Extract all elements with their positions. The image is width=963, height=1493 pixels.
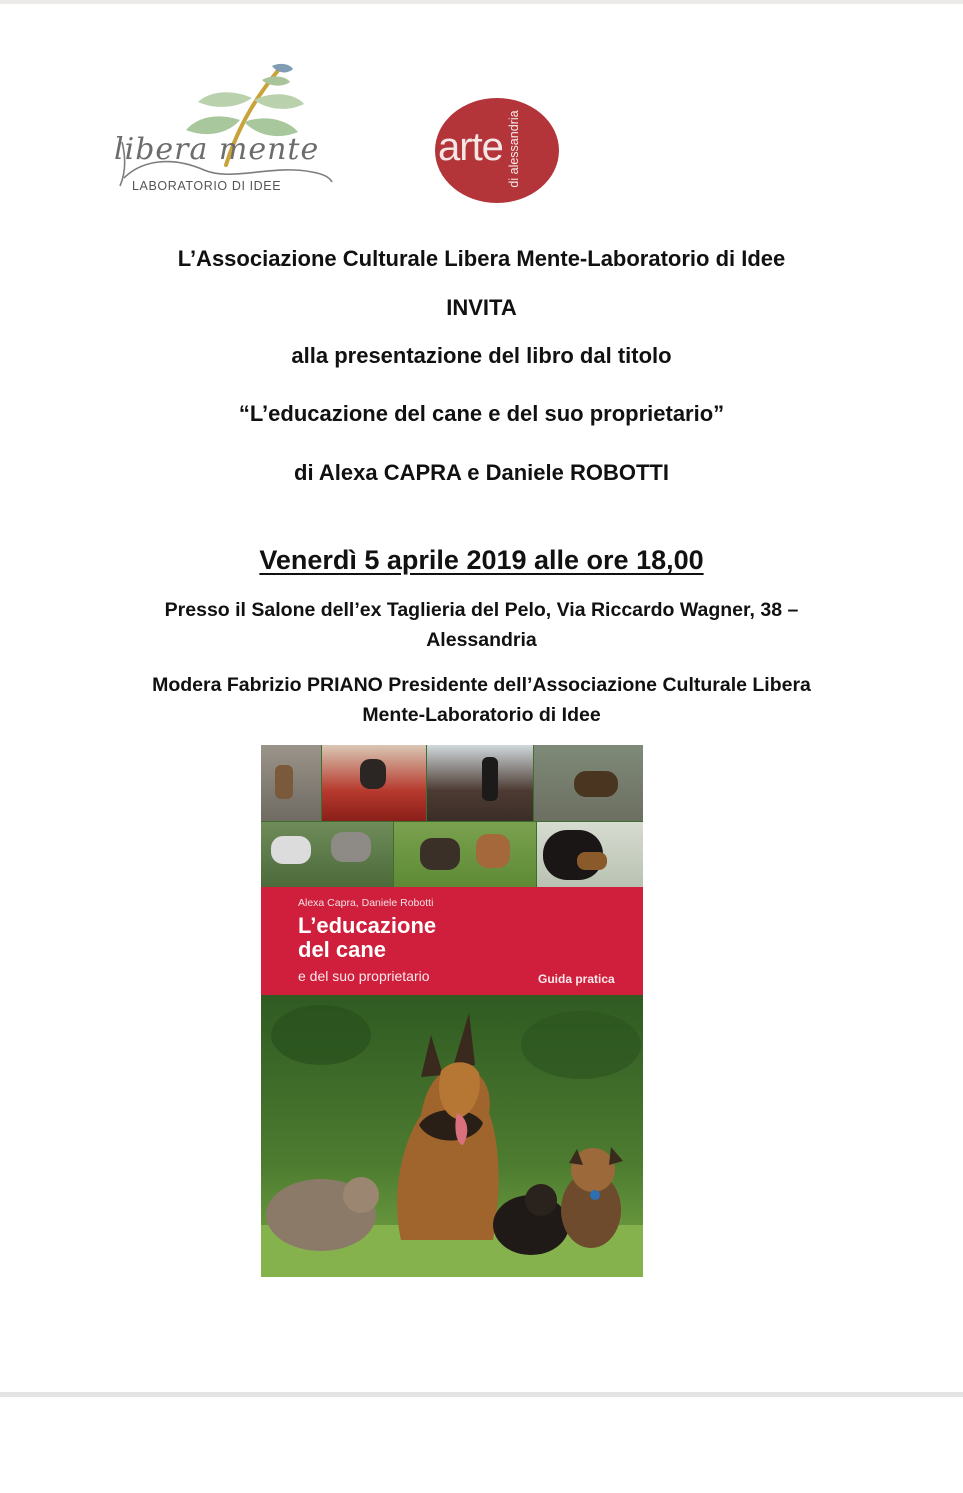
publisher-logo-text: edagricole bbox=[287, 1482, 338, 1493]
venue-line-2: Alessandria bbox=[426, 629, 537, 651]
cover-main-photo bbox=[261, 995, 643, 1493]
presentation-line: alla presentazione del libro dal titolo bbox=[291, 343, 672, 368]
association-name: L’Associazione Culturale Libera Mente-Laboratorio di Idee bbox=[177, 246, 786, 271]
cover-subtitle: e del suo proprietario bbox=[298, 968, 430, 984]
cover-title-line-2: del cane bbox=[298, 937, 387, 962]
arte-alessandria-logo bbox=[435, 98, 559, 203]
collage-photo-6 bbox=[394, 822, 536, 887]
book-authors: di Alexa CAPRA e Daniele ROBOTTI bbox=[294, 460, 669, 485]
collage-photo-1 bbox=[261, 745, 321, 821]
moderator-line-1: Modera Fabrizio PRIANO Presidente dell’Associazione Culturale Libera bbox=[152, 674, 811, 696]
collage-photo-3 bbox=[427, 745, 533, 821]
book-title: “L’educazione del cane e del suo proprietario” bbox=[238, 401, 725, 426]
top-strip bbox=[0, 0, 963, 4]
arte-logo-text: arte bbox=[438, 125, 503, 169]
arte-logo-subtitle: di alessandria bbox=[507, 110, 521, 188]
libera-mente-subtitle: LABORATORIO DI IDEE bbox=[132, 179, 282, 193]
invita-heading: INVITA bbox=[446, 295, 517, 320]
libera-mente-script: libera mente bbox=[114, 132, 320, 167]
cover-title-band bbox=[261, 887, 643, 995]
bottom-line bbox=[0, 1392, 963, 1397]
libera-mente-logo bbox=[112, 60, 337, 200]
venue-line-1: Presso il Salone dell’ex Taglieria del Pelo, Via Riccardo Wagner, 38 – bbox=[164, 599, 799, 621]
collage-photo-7 bbox=[537, 822, 643, 887]
collage-photo-5 bbox=[261, 822, 393, 887]
collage-photo-4 bbox=[534, 745, 643, 821]
cover-title-line-1: L’educazione bbox=[298, 913, 437, 938]
cover-authors: Alexa Capra, Daniele Robotti bbox=[298, 897, 434, 909]
collage-photo-2 bbox=[322, 745, 426, 821]
cover-guide-label: Guida pratica bbox=[538, 972, 615, 986]
book-cover bbox=[261, 745, 643, 1493]
moderator-line-2: Mente-Laboratorio di Idee bbox=[362, 704, 601, 726]
cover-photo-collage bbox=[261, 745, 643, 887]
event-date: Venerdì 5 aprile 2019 alle ore 18,00 bbox=[259, 545, 704, 575]
